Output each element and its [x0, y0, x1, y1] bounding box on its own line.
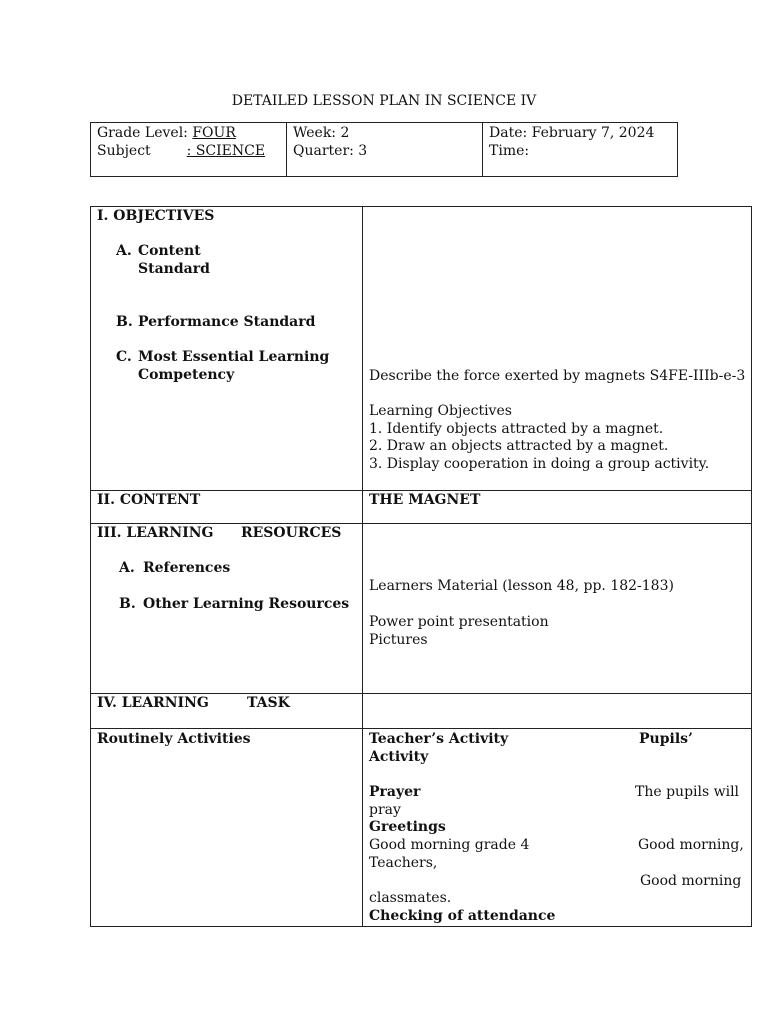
objectives-heading: I. OBJECTIVES	[97, 208, 215, 224]
greetings-label: Greetings	[369, 819, 446, 835]
pupils-activity-heading-1: Pupils’	[639, 731, 693, 747]
other-resource-1: Power point presentation	[369, 614, 549, 630]
document-title: DETAILED LESSON PLAN IN SCIENCE IV	[231, 93, 537, 109]
melc-line1: Most Essential Learning	[138, 349, 330, 365]
learning-objectives-heading: Learning Objectives	[369, 403, 512, 419]
learning-objective-2: 2. Draw an objects attracted by a magnet.	[369, 438, 669, 454]
learning-objective-3: 3. Display cooperation in doing a group activity.	[369, 456, 710, 472]
melc-line2: Competency	[138, 367, 235, 383]
header-week-quarter-cell	[287, 123, 483, 176]
objective-a-letter: A.	[116, 243, 132, 259]
routine-left-cell	[91, 729, 363, 926]
references-label: References	[143, 560, 231, 576]
objective-b-letter: B.	[116, 314, 133, 330]
quarter: Quarter: 3	[293, 143, 368, 159]
other-resources-letter: B.	[119, 596, 136, 612]
resources-row	[91, 524, 751, 694]
learning-objective-1: 1. Identify objects attracted by a magnet.	[369, 421, 664, 437]
performance-standard: Performance Standard	[138, 314, 316, 330]
time: Time:	[489, 143, 530, 159]
resources-heading-b: RESOURCES	[241, 525, 342, 541]
header-grade-subject-cell	[91, 123, 287, 176]
objectives-right-cell	[363, 207, 751, 490]
resources-left-cell	[91, 524, 363, 693]
prayer-continued: pray	[369, 802, 401, 818]
content-right-cell	[363, 491, 751, 523]
other-resources-label: Other Learning Resources	[143, 596, 350, 612]
resources-right-cell	[363, 524, 751, 693]
greeting-pupils-2: Good morning	[640, 873, 742, 889]
references-value: Learners Material (lesson 48, pp. 182-183)	[369, 578, 674, 594]
content-heading: II. CONTENT	[97, 492, 201, 508]
content-standard-line2: Standard	[138, 261, 210, 277]
objectives-row	[91, 207, 751, 491]
greeting-pupils: Good morning,	[638, 837, 744, 853]
header-date-time-cell	[483, 123, 677, 176]
learning-task-left-cell	[91, 694, 363, 728]
lesson-plan-table	[90, 206, 752, 927]
learning-task-row	[91, 694, 751, 729]
objective-c-letter: C.	[116, 349, 132, 365]
week: Week: 2	[293, 125, 350, 141]
prayer-label: Prayer	[369, 784, 421, 800]
resources-heading-a: III. LEARNING	[97, 525, 214, 541]
content-standard-line1: Content	[138, 243, 201, 259]
learning-task-heading-a: IV. LEARNING	[97, 695, 209, 711]
subject-value: : SCIENCE	[186, 143, 266, 159]
objectives-left-cell	[91, 207, 363, 490]
routine-right-cell	[363, 729, 751, 926]
teacher-activity-heading: Teacher’s Activity	[369, 731, 509, 747]
content-value: THE MAGNET	[369, 492, 481, 508]
date: Date: February 7, 2024	[489, 125, 655, 141]
learning-task-right-cell	[363, 694, 751, 728]
content-row	[91, 491, 751, 524]
classmates-text: classmates.	[369, 890, 452, 906]
attendance-label: Checking of attendance	[369, 908, 556, 924]
learning-task-heading-b: TASK	[247, 695, 290, 711]
greeting-teacher: Good morning grade 4	[369, 837, 530, 853]
grade-value: FOUR	[192, 125, 236, 141]
content-left-cell	[91, 491, 363, 523]
references-letter: A.	[119, 560, 135, 576]
prayer-pupils: The pupils will	[635, 784, 740, 800]
greeting-continued: Teachers,	[369, 855, 438, 871]
routine-row	[91, 729, 751, 926]
competency-text: Describe the force exerted by magnets S4FE-IIIb-e-3	[369, 368, 746, 384]
other-resource-2: Pictures	[369, 632, 428, 648]
grade-label: Grade Level:	[97, 125, 188, 141]
header-table	[90, 122, 678, 177]
subject-label: Subject	[97, 143, 151, 159]
routine-label: Routinely Activities	[97, 731, 251, 747]
pupils-activity-heading-2: Activity	[369, 749, 429, 765]
